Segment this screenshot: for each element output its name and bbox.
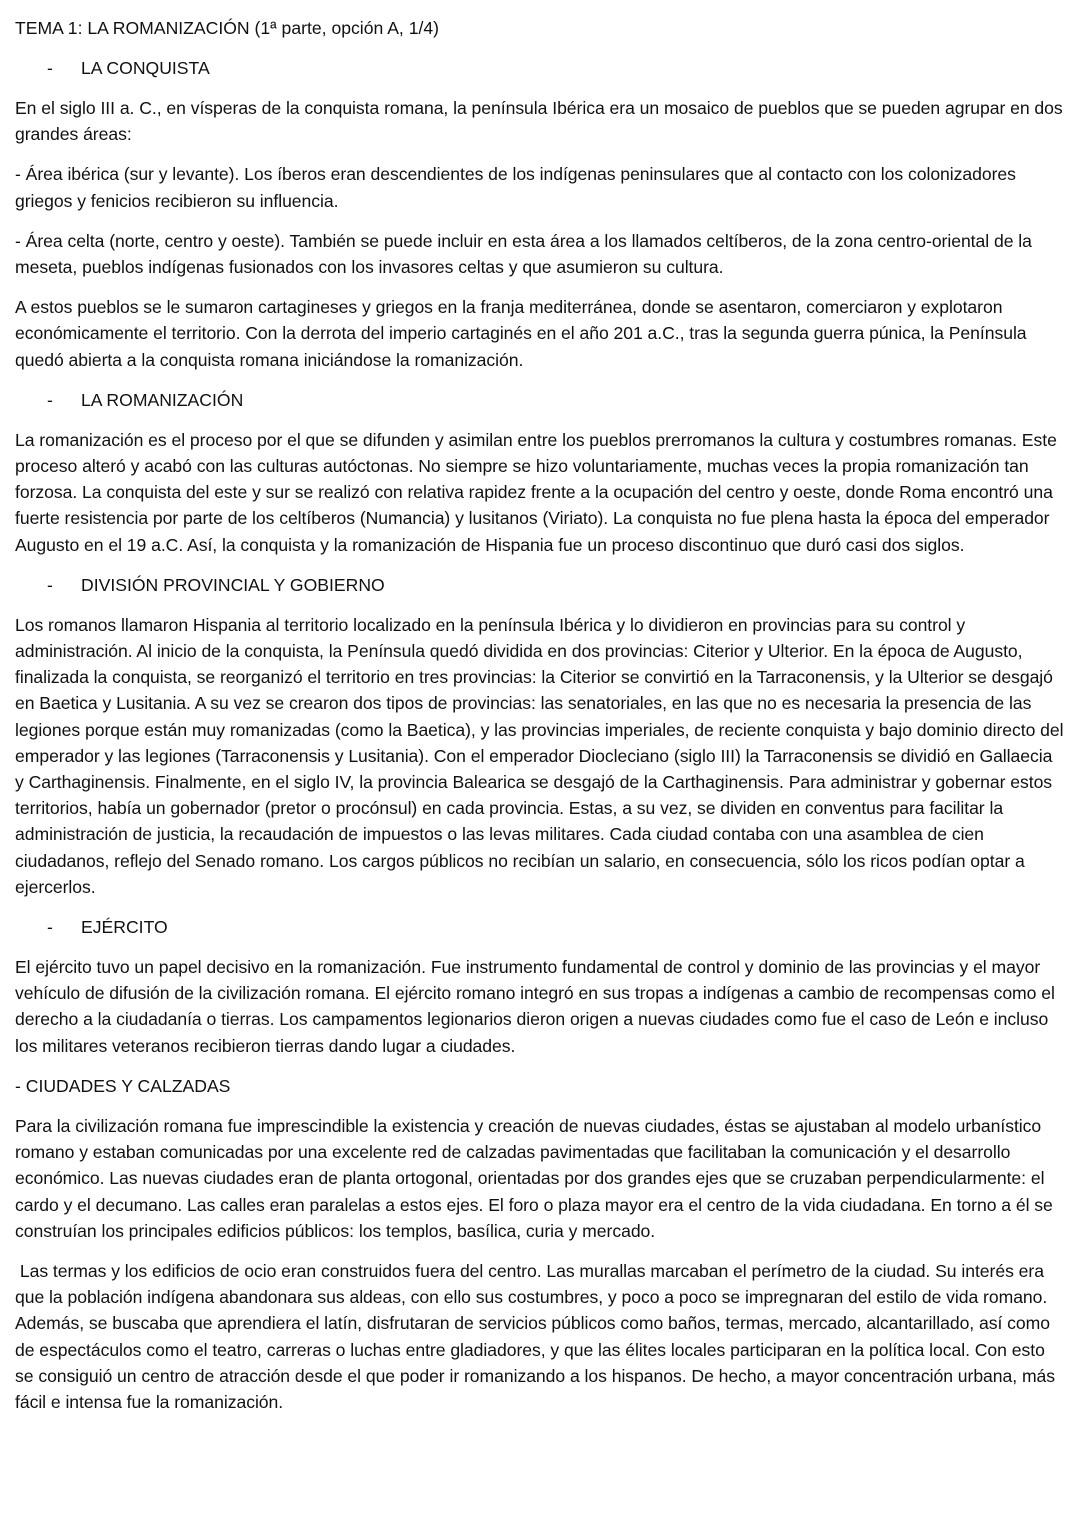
paragraph: La romanización es el proceso por el que se difunden y asimilan entre los pueblos prerromanos la cultura y costumbres romanas. Este proceso alteró y acabó con las culturas autóctonas. No siempre se hizo voluntariamente, muchas veces la propia romanización tan forzosa. La conquista del este y sur se realizó con relativa rapidez frente a la ocupación del centro y oeste, donde Roma encontró una fuerte resistencia por parte de los celtíberos (Numancia) y lusitanos (Viriato). La conquista no fue plena hasta la época del emperador Augusto en el 19 a.C. Así, la conquista y la romanización de Hispania fue un proceso discontinuo que duró casi dos siglos. [15,429,1057,555]
heading-bullet: - [47,574,53,595]
paragraph: En el siglo III a. C., en vísperas de la conquista romana, la península Ibérica era un mosaico de pueblos que se pueden agrupar en dos grandes áreas: [15,98,1063,145]
paragraph: Para la civilización romana fue imprescindible la existencia y creación de nuevas ciudades, éstas se ajustaban al modelo urbanístico romano y estaban comunicadas por una excelente red de calzadas pavimentadas que facilitaban la comunicación y el desarrollo económico. Las nuevas ciudades eran de planta ortogonal, orientadas por dos grandes ejes que se cruzaban perpendicularmente: el cardo y el decumano. Las calles eran paralelas a estos ejes. El foro o plaza mayor era el centro de la vida ciudadana. En torno a él se construían los principales edificios públicos: los templos, basílica, curia y mercado. [15,1115,1053,1241]
paragraph: - Área celta (norte, centro y oeste). También se puede incluir en esta área a los llamados celtíberos, de la zona centro-oriental de la meseta, pueblos indígenas fusionados con los invasores celtas y que asumieron su cultura. [15,230,1032,278]
heading-text: DIVISIÓN PROVINCIAL Y GOBIERNO [81,574,385,595]
heading-bullet: - [47,389,53,410]
section-heading-ciudades-calzadas [15,1073,1065,1099]
heading-text: - CIUDADES Y CALZADAS [15,1075,231,1096]
section-heading-ejercito [15,914,1065,940]
paragraph: El ejército tuvo un papel decisivo en la romanización. Fue instrumento fundamental de control y dominio de las provincias y el mayor vehículo de difusión de la civilización romana. El ejército romano integró en sus tropas a indígenas a cambio de recompensas como el derecho a la ciudadanía o tierras. Los campamentos legionarios dieron origen a nuevas ciudades como fue el caso de León e incluso los militares veteranos recibieron tierras dando lugar a ciudades. [15,957,1055,1056]
heading-bullet: - [47,917,53,938]
heading-bullet: - [47,58,53,78]
document-title: TEMA 1: LA ROMANIZACIÓN (1ª parte, opción A, 1/4) [15,18,440,38]
section-heading-division-provincial [15,572,1065,598]
paragraph: A estos pueblos se le sumaron cartagineses y griegos en la franja mediterránea, donde se asentaron, comerciaron y explotaron económicamente el territorio. Con la derrota del imperio cartaginés en el año 201 a.C., tras la segunda guerra púnica, la Península quedó abierta a la conquista romana iniciándose la romanización. [15,297,1027,370]
paragraph: - Área ibérica (sur y levante). Los íberos eran descendientes de los indígenas peninsulares que al contacto con los colonizadores griegos y fenicios recibieron su influencia. [15,164,1016,211]
paragraph: Los romanos llamaron Hispania al territorio localizado en la península Ibérica y lo dividieron en provincias para su control y administración. Al inicio de la conquista, la Península quedó dividida en dos provincias: Citerior y Ulterior. En la época de Augusto, finalizada la conquista, se reorganizó el territorio en tres provincias: la Citerior se convirtió en la Tarraconensis, y la Ulterior se desgajó en Baetica y Lusitania. A su vez se crearon dos tipos de provincias: las senatoriales, en las que no es necesaria la presencia de las legiones porque están muy romanizadas (como la Baetica), y las provincias imperiales, de reciente conquista y bajo dominio directo del emperador y las legiones (Tarraconensis y Lusitania). Con el emperador Diocleciano (siglo III) la Tarraconensis se dividió en Gallaecia y Carthaginensis. Finalmente, en el siglo IV, la provincia Balearica se desgajó de la Carthaginensis. Para administrar y gobernar estos territorios, había un gobernador (pretor o procónsul) en cada provincia. Estas, a su vez, se dividen en conventus para facilitar la administración de justicia, la recaudación de impuestos o las levas militares. Cada ciudad contaba con una asamblea de cien ciudadanos, reflejo del Senado romano. Los cargos públicos no recibían un salario, en consecuencia, sólo los ricos podían optar a ejercerlos. [15,614,1064,897]
heading-text: LA CONQUISTA [81,58,210,78]
section-heading-conquista [15,55,1065,81]
paragraph: Las termas y los edificios de ocio eran construidos fuera del centro. Las murallas marcaban el perímetro de la ciudad. Su interés era que la población indígena abandonara sus aldeas, con ello sus costumbres, y poco a poco se impregnaran del estilo de vida romano. Además, se buscaba que aprendiera el latín, disfrutaran de servicios públicos como baños, termas, mercado, alcantarillado, así como de espectáculos como el teatro, carreras o luchas entre gladiadores, y que las élites locales participaran en la política local. Con esto se consiguió un centro de atracción desde el que poder ir romanizando a los hispanos. De hecho, a mayor concentración urbana, más fácil e intensa fue la romanización. [15,1260,1060,1412]
heading-text: EJÉRCITO [81,917,168,938]
heading-text: LA ROMANIZACIÓN [81,389,244,410]
section-heading-romanizacion [15,387,1065,413]
